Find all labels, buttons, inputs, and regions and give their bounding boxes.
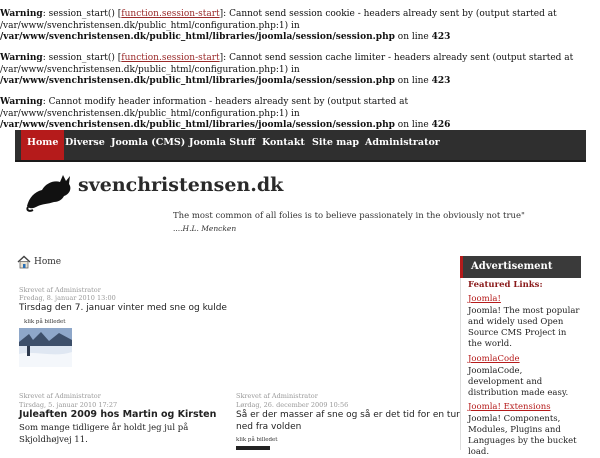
nav-joomla-cms[interactable]: Joomla (CMS) [111, 137, 186, 148]
sidebar-heading: Advertisement [460, 256, 581, 278]
nav-site-map[interactable]: Site map [312, 137, 360, 148]
article-body-line: Som mange tidligere år holdt jeg jul på [19, 423, 189, 433]
featured-links-title: Featured Links: [468, 280, 543, 290]
quote-author: ....H.L. Mencken [173, 224, 237, 233]
breadcrumb-home[interactable]: Home [34, 257, 62, 267]
nav-administrator[interactable]: Administrator [365, 137, 440, 148]
article-title[interactable]: Så er der masser af sne og så er det tid for en tur [236, 410, 460, 420]
home-icon [17, 255, 31, 269]
article-title[interactable]: Tirsdag den 7. januar vinter med sne og kulde [19, 303, 227, 313]
article-author: Skrevet af Administrator [19, 286, 101, 294]
nav-joomla-stuff[interactable]: Joomla Stuff [189, 137, 256, 148]
main-nav [15, 130, 586, 162]
photo-thumbnail[interactable] [236, 446, 270, 450]
link-description: Joomla! Components, Modules, Plugins and Languages by the bucket load. [468, 414, 577, 457]
link-description: JoomlaCode, development and distribution made easy. [468, 366, 569, 398]
article-date: Lørdag, 26. december 2009 10:56 [236, 401, 349, 409]
click-image-hint: klik på billedet [236, 437, 278, 443]
nav-home[interactable]: Home [21, 130, 64, 160]
article-title-line2[interactable]: ned fra volden [236, 422, 302, 432]
article-title[interactable]: Juleaften 2009 hos Martin og Kirsten [19, 409, 217, 420]
function-link[interactable]: function.session-start [121, 53, 220, 63]
link-joomlacode[interactable]: JoomlaCode [468, 354, 520, 364]
php-warning-3: Warning: Cannot modify header information - headers already sent by (output started at /var/www/svenchristensen.dk/public_html/configuration.php:1) in /var/www/svenchristensen.dk/public_html/libraries/joomla/session/session.php on line 426 [0, 97, 451, 130]
php-warning-1: Warning: session_start() [function.session-start]: Cannot send session cookie - headers already sent by (output started at /var/www/svenchristensen.dk/public_html/configuration.php:1) in /var/www/svenchristensen.dk/public_html/libraries/joomla/session/session.php on line 423 [0, 9, 557, 42]
php-warning-2: Warning: session_start() [function.session-start]: Cannot send session cache limiter - headers already sent (output started at /var/www/svenchristensen.dk/public_html/configuration.php:1) in /var/www/svenchristensen.dk/public_html/libraries/joomla/session/session.php on line 423 [0, 53, 574, 86]
article-body-line: Skjoldhøjvej 11. [19, 435, 88, 445]
nav-kontakt[interactable]: Kontakt [262, 137, 305, 148]
quote-text: The most common of all folies is to believe passionately in the obviously not true" [173, 211, 525, 221]
link-description: Joomla! The most popular and widely used Open Source CMS Project in the world. [468, 306, 580, 349]
article-date: Tirsdag, 5. januar 2010 17:27 [19, 401, 118, 409]
site-title[interactable]: svenchristensen.dk [78, 174, 284, 196]
function-link[interactable]: function.session-start [121, 9, 220, 19]
article-date: Fredag, 8. januar 2010 13:00 [19, 294, 116, 302]
article-author: Skrevet af Administrator [19, 392, 101, 400]
snow-photo-thumbnail[interactable] [19, 328, 72, 367]
click-image-hint: klik på billedet [24, 319, 66, 325]
link-joomla-extensions[interactable]: Joomla! Extensions [468, 402, 551, 412]
nav-diverse[interactable]: Diverse [65, 137, 105, 148]
article-author: Skrevet af Administrator [236, 392, 318, 400]
link-joomla[interactable]: Joomla! [468, 294, 501, 304]
black-cat-logo [24, 168, 74, 212]
